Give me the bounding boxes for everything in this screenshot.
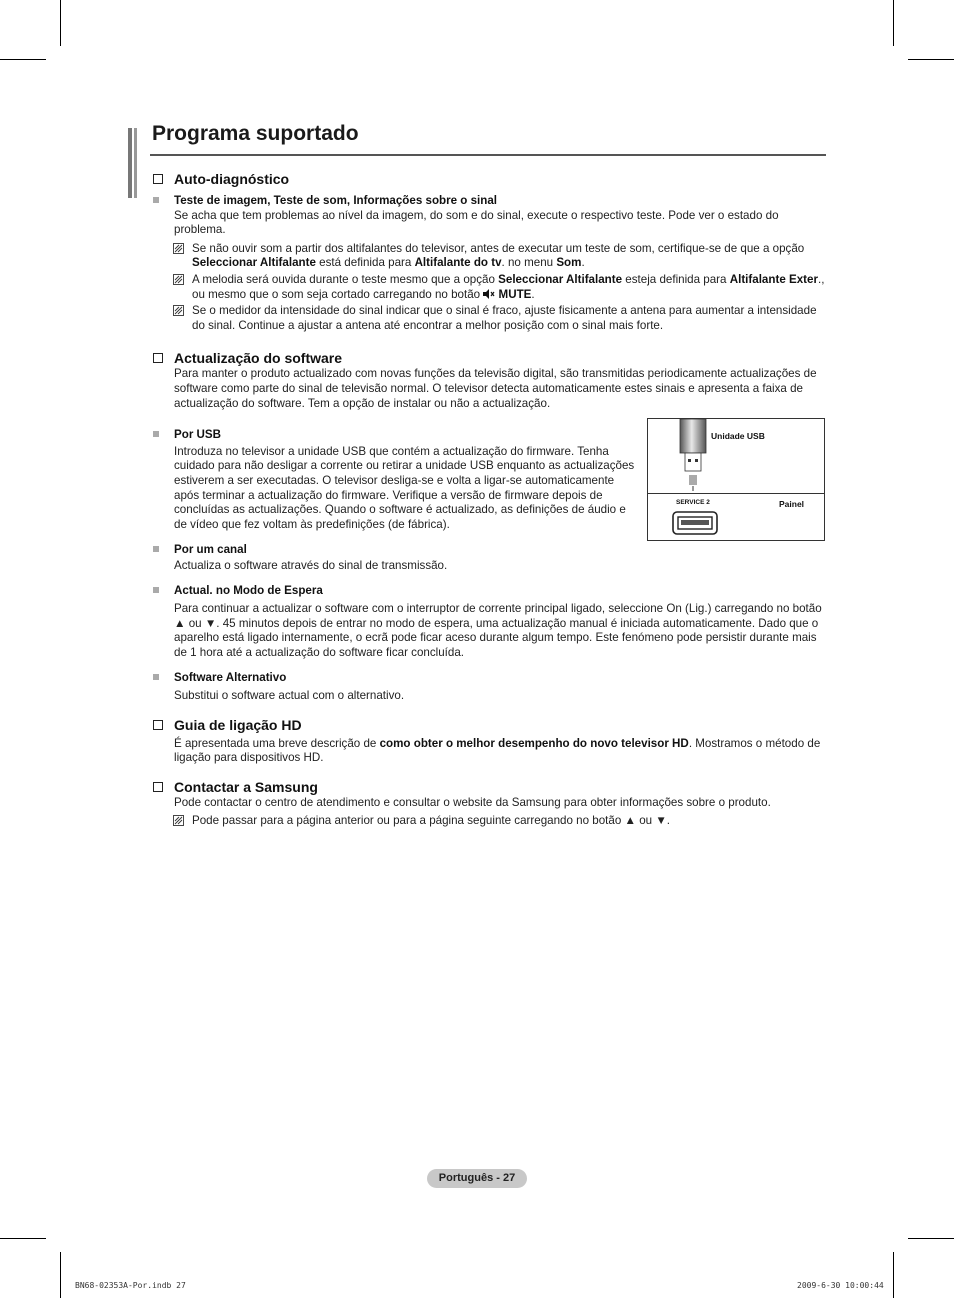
usb-drive-label: Unidade USB <box>711 431 765 441</box>
note-sound-test: Se não ouvir som a partir dos altifalantes do televisor, antes de executar um teste de som, certifique-se de que a opção Seleccionar Altifalante está definida para Altifalante do tv. no menu Som. <box>150 242 826 271</box>
item-heading-usb: Por USB <box>150 428 826 443</box>
square-bullet-icon <box>153 674 159 680</box>
item-text-channel: Actualiza o software através do sinal de transmissão. <box>174 558 448 572</box>
square-bullet-icon <box>153 587 159 593</box>
crop-mark <box>0 1238 46 1239</box>
note-melody: A melodia será ouvida durante o teste mesmo que a opção Seleccionar Altifalante esteja definida para Altifalante Exter., ou mesmo que o som seja cortado carregando no botão MUTE. <box>150 273 826 302</box>
note-icon <box>173 243 184 254</box>
software-intro: Para manter o produto actualizado com novas funções da televisão digital, são transmitidas periodicamente actualizações de software como parte do sinal de televisão normal. O televisor detecta automaticamente estes sinais e apresenta a faixa de actualização do software. Tem a opção de instalar ou não a actualização. <box>174 367 817 410</box>
title-accent-bar <box>128 128 139 198</box>
crop-mark <box>0 59 46 60</box>
section-heading-software-update: Actualização do software <box>150 349 826 367</box>
item-heading-tests: Teste de imagem, Teste de som, Informações sobre o sinal <box>150 194 826 209</box>
note-page-navigation: Pode passar para a página anterior ou para a página seguinte carregando no botão ▲ ou ▼. <box>150 814 826 829</box>
checkbox-bullet-icon <box>153 782 163 792</box>
page-title: Programa suportado <box>152 122 359 145</box>
section-heading-hd-guide: Guia de ligação HD <box>150 716 826 734</box>
item-heading-standby: Actual. no Modo de Espera <box>150 584 826 599</box>
mute-icon <box>483 289 495 299</box>
contact-samsung-text: Pode contactar o centro de atendimento e consultar o website da Samsung para obter informações sobre o produto. <box>174 795 771 809</box>
usb-connection-figure <box>647 418 825 541</box>
item-text-usb: Introduza no televisor a unidade USB que contém a actualização do firmware. Tenha cuidado para não desligar a corrente ou retirar a unidade USB enquanto as actualizações estiverem a ser executadas. O televisor desliga-se e volta a ligar-se automaticamente após terminar a actualização do firmware. Verifique a versão de firmware depois de concluídas as actualizações. Quando o software é actualizado, as definições de áudio e de vídeo que fez voltam às predefinições (de fábrica). <box>174 444 635 531</box>
checkbox-bullet-icon <box>153 720 163 730</box>
crop-mark <box>893 1252 894 1298</box>
usb-stick-icon <box>674 419 714 491</box>
crop-mark <box>908 1238 954 1239</box>
note-icon <box>173 305 184 316</box>
square-bullet-icon <box>153 197 159 203</box>
crop-mark <box>60 0 61 46</box>
square-bullet-icon <box>153 546 159 552</box>
service-port-label: SERVICE 2 <box>676 499 710 506</box>
item-heading-channel: Por um canal <box>150 543 826 558</box>
page-number-badge: Português - 27 <box>427 1169 527 1188</box>
hd-guide-text: É apresentada uma breve descrição de como obter o melhor desempenho do novo televisor HD. Mostramos o método de ligação para dispositivos HD. <box>174 736 821 765</box>
checkbox-bullet-icon <box>153 174 163 184</box>
note-signal-strength: Se o medidor da intensidade do sinal indicar que o sinal é fraco, ajuste fisicamente a antena para aumentar a intensidade do sinal. Continue a ajustar a antena até encontrar a melhor posição com o sinal mais forte. <box>150 304 826 333</box>
item-text-standby: Para continuar a actualizar o software com o interruptor de corrente principal ligado, seleccione On (Lig.) carregando no botão ▲ ou ▼. 45 minutos depois de entrar no modo de espera, uma actualização manual é iniciada automaticamente. Dado que o aparelho está ligado internamente, o ecrã pode ficar aceso durante algum tempo. Este fenómeno pode persistir durante mais de 1 hora até a actualização do software ficar concluída. <box>174 602 822 659</box>
print-timestamp: 2009-6-30 10:00:44 <box>797 1281 884 1290</box>
panel-label: Painel <box>779 499 805 509</box>
usb-port-icon <box>672 511 718 535</box>
figure-divider <box>648 493 824 494</box>
crop-mark <box>60 1252 61 1298</box>
checkbox-bullet-icon <box>153 353 163 363</box>
square-bullet-icon <box>153 431 159 437</box>
note-icon <box>173 274 184 285</box>
title-rule <box>150 154 826 156</box>
section-heading-contact-samsung: Contactar a Samsung <box>150 778 826 796</box>
item-text-tests: Se acha que tem problemas ao nível da imagem, do som e do sinal, execute o respectivo teste. Pode ver o estado do problema. <box>174 208 779 237</box>
note-icon <box>173 815 184 826</box>
item-heading-alternative: Software Alternativo <box>150 671 826 686</box>
print-file-info: BN68-02353A-Por.indb 27 <box>75 1281 186 1290</box>
crop-mark <box>893 0 894 46</box>
crop-mark <box>908 59 954 60</box>
section-heading-auto-diagnostico: Auto-diagnóstico <box>150 170 826 188</box>
item-text-alternative: Substitui o software actual com o alternativo. <box>174 689 405 703</box>
